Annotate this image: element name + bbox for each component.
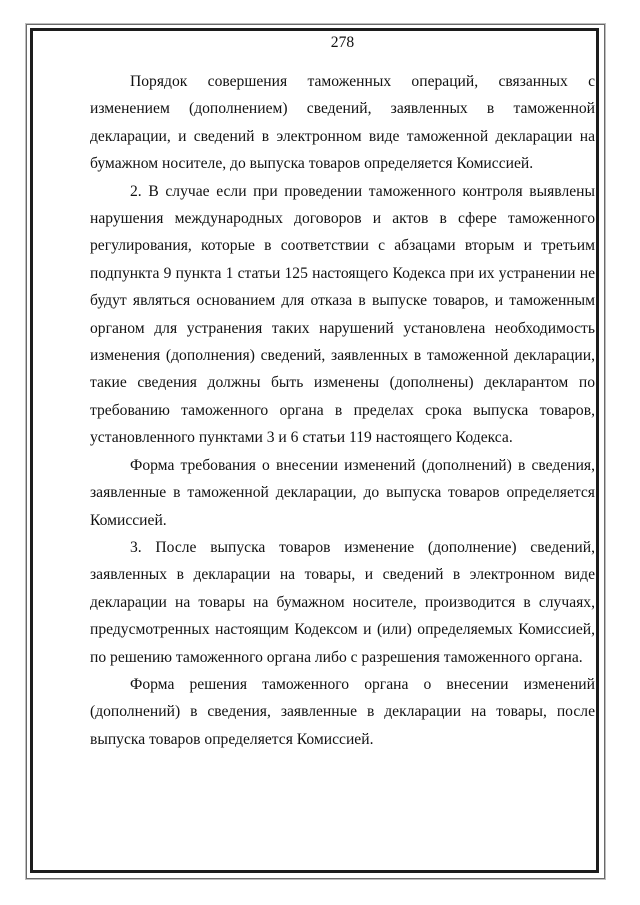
- paragraph: 2. В случае если при проведении таможенного контроля выявлены нарушения международных договоров и актов в сфере таможенного регулирования, которые в соответствии с абзацами вторым и третьим подпункта 9 пункта 1 статьи 125 настоящего Кодекса при их устранении не будут являться основанием для отказа в выпуске товаров, и таможенным органом для устранения таких нарушений установлена необходимость изменения (дополнения) сведений, заявленных в таможенной декларации, такие сведения должны быть изменены (дополнены) декларантом по требованию таможенного органа в пределах срока выпуска товаров, установленного пунктами 3 и 6 статьи 119 настоящего Кодекса.: [90, 182, 595, 447]
- document-page: [90, 32, 595, 753]
- paragraph: Форма решения таможенного органа о внесении изменений (дополнений) в сведения, заявленные в декларации на товары, после выпуска товаров определяется Комиссией.: [90, 675, 595, 748]
- page-number: 278: [330, 34, 355, 51]
- paragraph: Порядок совершения таможенных операций, связанных с изменением (дополнением) сведений, заявленных в таможенной декларации, и сведений в электронном виде таможенной декларации на бумажном носителе, до выпуска товаров определяется Комиссией.: [90, 73, 595, 173]
- paragraph: Форма требования о внесении изменений (дополнений) в сведения, заявленные в таможенной декларации, до выпуска товаров определяется Комиссией.: [90, 456, 595, 529]
- paragraph: 3. После выпуска товаров изменение (дополнение) сведений, заявленных в декларации на товары, и сведений в электронном виде декларации на товары на бумажном носителе, производится в случаях, предусмотренных настоящим Кодексом и (или) определяемых Комиссией, по решению таможенного органа либо с разрешения таможенного органа.: [90, 538, 595, 666]
